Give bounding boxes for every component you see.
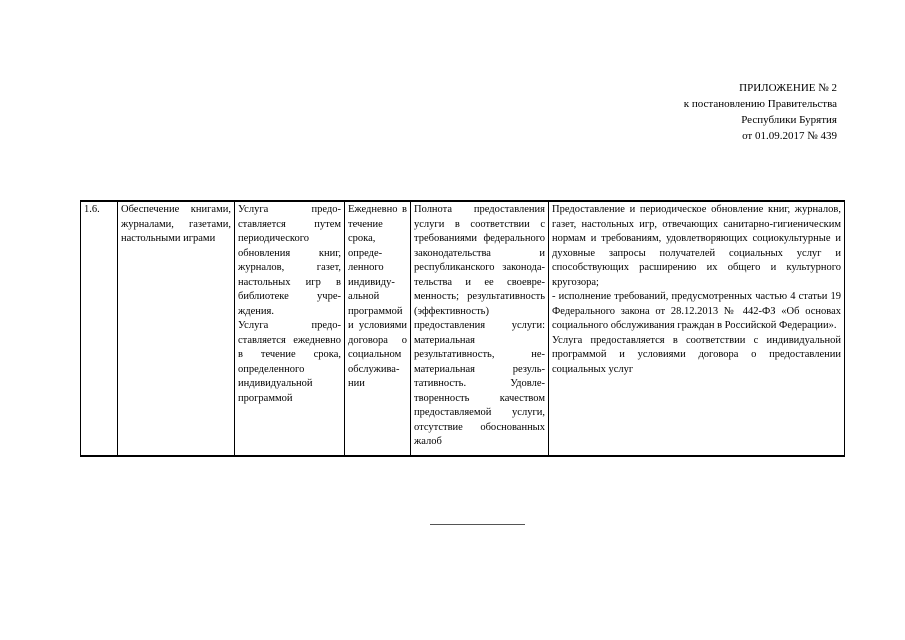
conditions-cell [549, 201, 845, 456]
conditions-paragraph: Услуга предоставляется в соответствии с индивидуальной программой и условиями договора о предоставлении социальных услуг [552, 334, 841, 375]
quality-indicators-cell: Полнота предоставления услуги в соответствии с требованиями федерального законодательства и республиканского законодательства и ее своевременность; результативность (эффективность) предоставления услуги: материальная результативность, нематериальная результативность. Удовлетворенность качеством предоставляемой услуги, отсутствие обоснованных жалоб [411, 201, 549, 456]
conditions-paragraph: - исполнение требований, предусмотренных частью 4 статьи 19 Федерального закона от 28.12.2013 № 442-ФЗ «Об основах социального обслуживания граждан в Российской Федерации». [552, 291, 841, 331]
appendix-resolution-line: к постановлению Правительства [683, 98, 837, 110]
footer-divider [430, 524, 525, 525]
appendix-title: ПРИЛОЖЕНИЕ № 2 [739, 82, 837, 94]
row-number: 1.6. [81, 201, 118, 456]
description-paragraph: Услуга предоставляется путем периодического обновления книг, журналов, газет, настольных игр в библиотеке учреждения. [238, 204, 341, 317]
table-row [81, 201, 845, 456]
conditions-paragraph: Предоставление и периодическое обновление книг, журналов, газет, настольных игр, отвечающих санитарно-гигиеническим нормам и требованиям, удовлетворяющих социокультурные и духовные запросы получателей социальных услуг и способствующих расширению их общего и культурного кругозора; [552, 204, 841, 288]
appendix-header [684, 80, 837, 144]
services-table [80, 200, 845, 457]
service-name-cell: Обеспечение книгами, журналами, газетами, настольными играми [118, 201, 235, 456]
service-description-cell [235, 201, 345, 456]
appendix-region-line: Республики Бурятия [741, 114, 837, 126]
description-paragraph: Услуга предоставляется ежедневно в течение срока, определенного индивидуальной программой [238, 320, 341, 404]
appendix-date-line: от 01.09.2017 № 439 [742, 130, 837, 142]
service-timing-cell: Ежедневно в течение срока, определенного индивидуальной программой и условиями договора о социальном обслуживании [345, 201, 411, 456]
